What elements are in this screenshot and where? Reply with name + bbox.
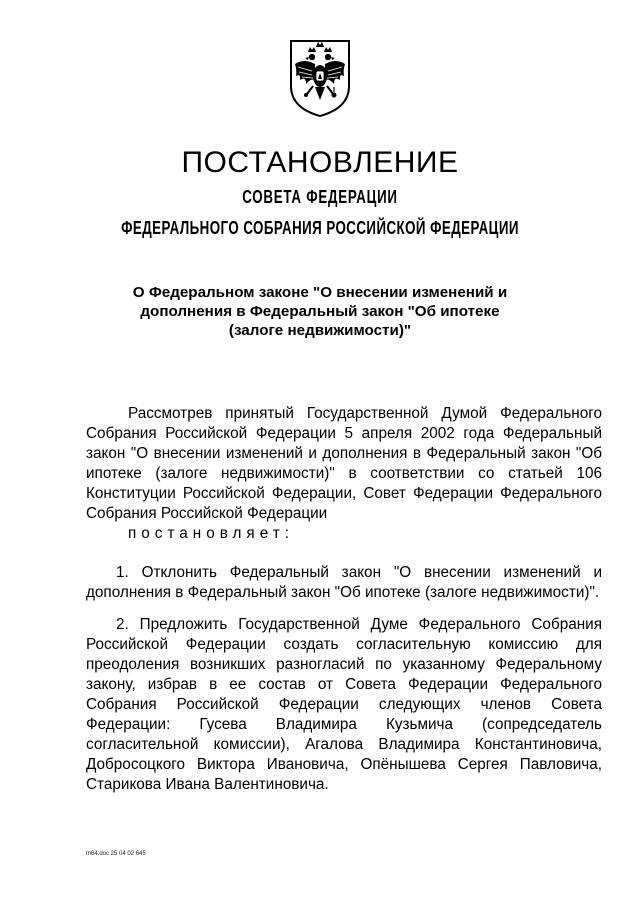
decision-word: постановляет: bbox=[128, 525, 294, 542]
intro-text: Рассмотрев принятый Государственной Думой Федерального Собрания Российской Федерации 5 апреля 2002 года Федеральный закон "О внесении изменений и дополнения в Федеральный закон "Об ипотеке (залоге недвижимости)" в соответствии со статьей 106 Конституции Российской Федерации, Совет Федерации Федерального Собрания Российской Федерации bbox=[86, 405, 602, 522]
document-title: ПОСТАНОВЛЕНИЕ bbox=[181, 146, 459, 179]
intro-paragraph bbox=[86, 404, 602, 544]
document-subject: О Федеральном законе "О внесении изменений и дополнения в Федеральный закон "Об ипотеке (залоге недвижимости)" bbox=[132, 284, 508, 339]
resolution-item-1: 1. Отклонить Федеральный закон "О внесении изменений и дополнения в Федеральный закон "Об ипотеке (залоге недвижимости)". bbox=[86, 564, 602, 601]
issuer-line-1: СОВЕТА ФЕДЕРАЦИИ bbox=[242, 187, 398, 207]
resolution-item-2: 2. Предложить Государственной Думе Федерального Собрания Российской Федерации создать согласительную комиссию для преодоления возникших разногласий по указанному Федеральному закону, избрав в ее состав от Совета Федерации Федерального Собрания Российской Федерации следующих членов Совета Федерации: Гусева Владимира Кузьмича (сопредседатель согласительной комиссии), Агалова Владимира Константиновича, Добросоцкого Виктора Ивановича, Опёнышева Сергея Павловича, Старикова Ивана Валентиновича. bbox=[86, 616, 602, 793]
issuer-line-2: ФЕДЕРАЛЬНОГО СОБРАНИЯ РОССИЙСКОЙ ФЕДЕРАЦИИ bbox=[121, 218, 519, 238]
double-headed-eagle-icon bbox=[288, 38, 352, 118]
file-footer-note: m64.doc 25 04 02 645 bbox=[86, 851, 146, 857]
